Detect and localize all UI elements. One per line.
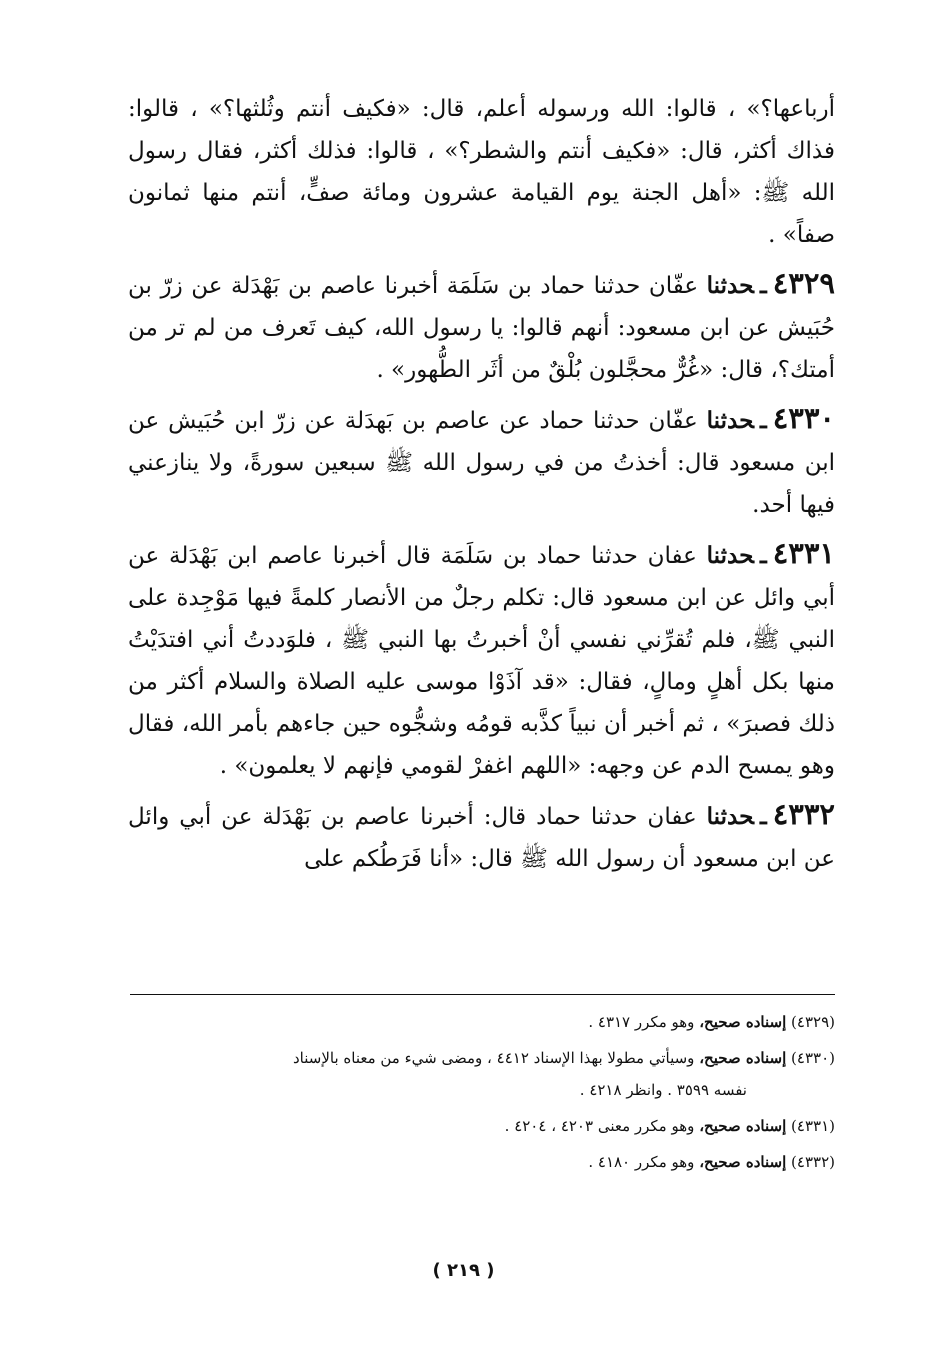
hadith-number: ٤٣٣١ bbox=[772, 536, 835, 570]
hadith-text: عفّان حدثنا حماد عن عاصم بن بَهدَلة عن زرّ ابن حُبَيش عن ابن مسعود قال: أخذتُ من في رسول الله ﷺ سبعين سورةً، ولا ينازعني فيها أحد. bbox=[128, 408, 835, 518]
footnote-text: وهو مكرر معنى ٤٢٠٣ ، ٤٢٠٤ . bbox=[504, 1117, 695, 1135]
footnote-divider bbox=[130, 994, 835, 995]
footnote-ref: (٤٣٣٢) bbox=[791, 1153, 835, 1171]
footnote-ref: (٤٣٣١) bbox=[791, 1117, 835, 1135]
footnote-4329 bbox=[128, 1006, 835, 1038]
footnote-grade: إسناده صحيح، bbox=[699, 1049, 787, 1067]
hadith-dash: ـ bbox=[759, 542, 767, 569]
hadith-number: ٤٣٣٢ bbox=[772, 797, 835, 831]
hadith-text: عفان حدثنا حماد قال: أخبرنا عاصم بن بَهْدَلة عن أبي وائل عن ابن مسعود أن رسول الله ﷺ قال: «أنا فَرَطُكم على bbox=[128, 804, 835, 872]
hadith-opener: حدثنا bbox=[706, 542, 754, 569]
hadith-4330 bbox=[128, 397, 835, 526]
main-text bbox=[128, 88, 835, 880]
hadith-4329 bbox=[128, 262, 835, 391]
footnote-grade: إسناده صحيح، bbox=[699, 1117, 787, 1135]
footnote-ref: (٤٣٢٩) bbox=[791, 1013, 835, 1031]
hadith-number: ٤٣٣٠ bbox=[772, 401, 835, 435]
intro-text: أرباعها؟» ، قالوا: الله ورسوله أعلم، قال: «فكيف أنتم وثُلثها؟» ، قالوا: فذاك أكثر، قال: «فكيف أنتم والشطر؟» ، قالوا: فذلك أكثر، فقال رسول الله ﷺ: «أهل الجنة يوم القيامة عشرون ومائة صفٍّ، أنتم منها ثمانون صفاً» . bbox=[128, 96, 835, 248]
page-number: ( ٢١٩ ) bbox=[432, 1260, 495, 1281]
footnote-text: وهو مكرر ٤١٨٠ . bbox=[588, 1153, 695, 1171]
footnotes bbox=[128, 1006, 835, 1182]
hadith-opener: حدثنا bbox=[706, 407, 754, 434]
hadith-opener: حدثنا bbox=[706, 803, 754, 830]
footnote-text: وهو مكرر ٤٣١٧ . bbox=[588, 1013, 695, 1031]
footnote-4332 bbox=[128, 1146, 835, 1178]
hadith-text: عفان حدثنا حماد بن سَلَمَة قال أخبرنا عاصم ابن بَهْدَلة عن أبي وائل عن ابن مسعود قال: تكلم رجلٌ من الأنصار كلمةً فيها مَوْجِدة على النبي ﷺ، فلم تُقرِّني نفسي أنْ أخبرتُ بها النبي ﷺ ، فلوَددتُ أني افتدَيْتُ منها بكل أهلٍ ومالٍ، فقال: «قد آذَوْا موسى عليه الصلاة والسلام أكثر من ذلك فصبرَ» ، ثم أخبر أن نبياً كذَّبه قومُه وشجُّوه حين جاءهم بأمر الله، فقال وهو يمسح الدم عن وجهه: «اللهم اغفرْ لقومي فإنهم لا يعلمون» . bbox=[128, 543, 835, 779]
footnote-grade: إسناده صحيح، bbox=[699, 1013, 787, 1031]
hadith-number: ٤٣٢٩ bbox=[772, 266, 836, 300]
hadith-text: عفّان حدثنا حماد بن سَلَمَة أخبرنا عاصم بن بَهْدَلة عن زرّ بن حُبَيش عن ابن مسعود: أنهم قالوا: يا رسول الله، كيف تَعرف من لم تر من أمتك؟، قال: «غُرٌّ محجَّلون بُلْقٌ من أثَر الطُّهور» . bbox=[128, 273, 835, 383]
hadith-4332 bbox=[128, 793, 835, 880]
intro-paragraph bbox=[128, 88, 835, 256]
hadith-dash: ـ bbox=[759, 272, 767, 299]
hadith-opener: حدثنا bbox=[706, 272, 754, 299]
hadith-4331 bbox=[128, 532, 835, 787]
hadith-dash: ـ bbox=[759, 407, 767, 434]
footnote-ref: (٤٣٣٠) bbox=[791, 1049, 835, 1067]
footnote-4331 bbox=[128, 1110, 835, 1142]
hadith-dash: ـ bbox=[759, 803, 767, 830]
footnote-grade: إسناده صحيح، bbox=[699, 1153, 787, 1171]
footnote-continuation: نفسه ٣٥٩٩ . وانظر ٤٢١٨ . bbox=[579, 1081, 747, 1099]
footnote-4330 bbox=[128, 1042, 835, 1106]
footnote-text: وسيأتي مطولا بهذا الإسناد ٤٤١٢ ، ومضى شيء من معناه بالإسناد bbox=[292, 1049, 695, 1067]
